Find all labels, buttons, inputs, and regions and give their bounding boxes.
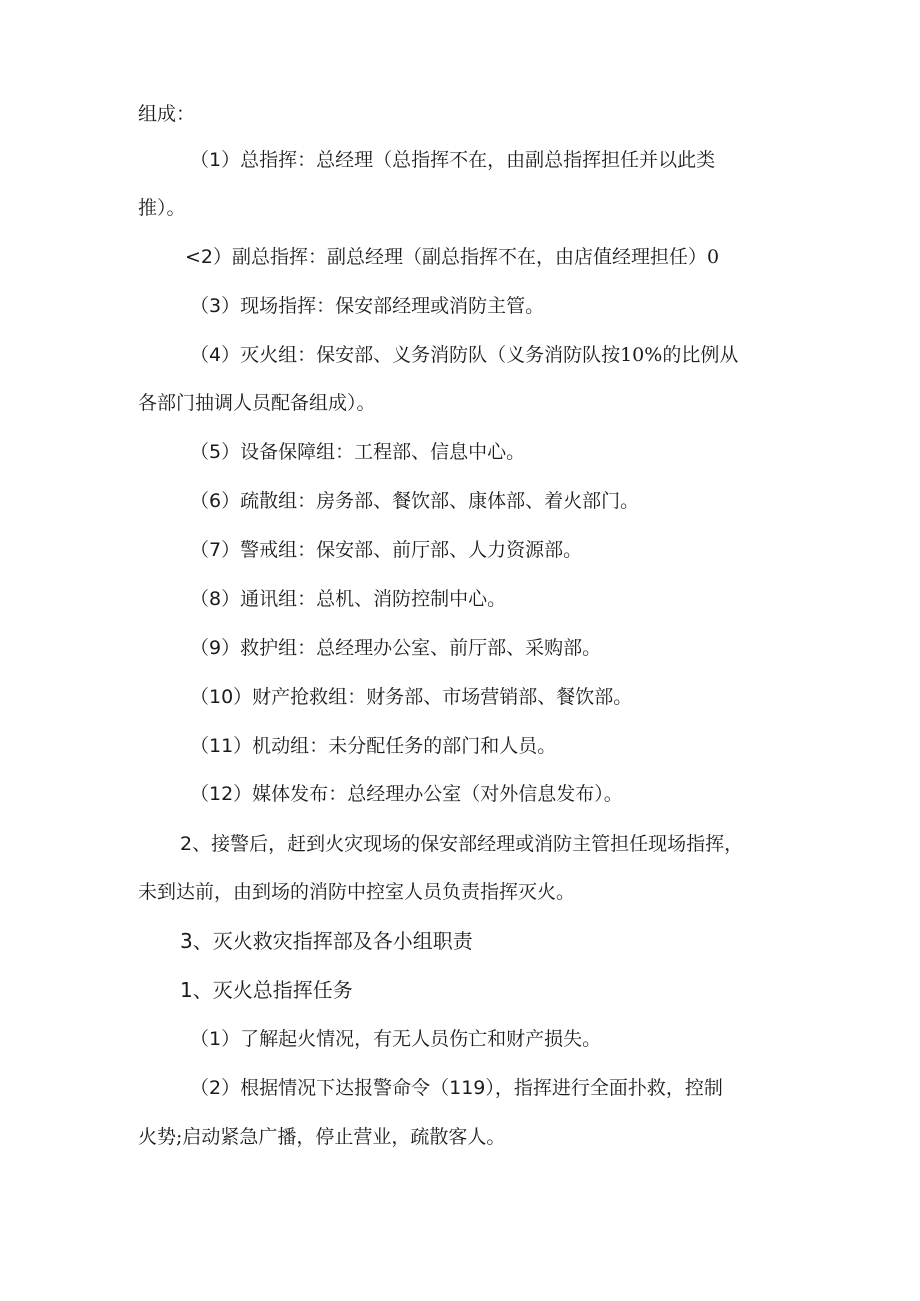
item-label: （7）警戒组 xyxy=(190,539,298,561)
list-item xyxy=(190,487,639,515)
item-text: ：总经理（总指挥不在，由副总指挥担任并以此类 xyxy=(297,149,716,171)
text-line xyxy=(138,878,575,906)
text-run: 各部门抽调人员配备组成）。 xyxy=(138,392,376,414)
item-label: （9）救护 xyxy=(190,637,279,659)
list-item xyxy=(190,585,506,613)
item-text: 通讯组：总机、消防控制中心。 xyxy=(240,588,507,610)
text-line xyxy=(138,1123,505,1151)
section-heading xyxy=(180,927,473,955)
text-run: 组成： xyxy=(138,103,196,125)
item-label: （1）总指挥 xyxy=(190,149,298,171)
item-label: （8） xyxy=(190,588,241,610)
item-text: ：保安部、前厅部、人力资源部。 xyxy=(297,539,583,561)
list-item xyxy=(190,341,738,369)
list-item xyxy=(190,1025,601,1053)
paragraph-line xyxy=(180,830,743,858)
item-text: 根据情况下达报警命令 xyxy=(240,1077,431,1099)
item-text: ：工程部、信息中心。 xyxy=(335,441,526,463)
list-item xyxy=(190,292,544,320)
item-label: （5）设备保障组 xyxy=(190,441,336,463)
item-text: 组：总经理办公室、前厅部、采购部。 xyxy=(278,637,602,659)
text-run: 推）。 xyxy=(138,197,186,219)
item-text: 了解起火情况，有无人员伤亡和财产损失。 xyxy=(240,1028,602,1050)
item-text: ：未分配任务的部门和人员。 xyxy=(309,735,557,757)
item-label: <2）副总指挥 xyxy=(185,246,309,268)
list-item xyxy=(190,536,582,564)
text-line xyxy=(138,194,186,222)
list-item xyxy=(190,1074,723,1102)
list-item xyxy=(190,732,556,760)
item-label: （10）财产抢救 xyxy=(190,686,329,708)
item-text: ：保安部经理或消防主管。 xyxy=(316,295,545,317)
heading-text: 1、灭火总指挥任务 xyxy=(180,978,353,1002)
subsection-heading xyxy=(180,976,353,1004)
item-text: 组：房务部、餐饮部、康体部、着火部门。 xyxy=(278,490,640,512)
item-text: ：保安部、义务消防队（义务消防队按10%的比例从 xyxy=(297,344,739,366)
item-label: （12）媒体发布 xyxy=(190,783,329,805)
text-run: 未到达前，由到场的消防中控室人员负责指挥灭火。 xyxy=(138,881,576,903)
list-item xyxy=(185,243,719,271)
text-run: 火势;启动紧急广播，停止营业，疏散客人。 xyxy=(138,1126,506,1148)
item-text: 接警后，赶到火灾现场的保安部经理或消防主管担任现场指挥， xyxy=(211,833,744,855)
text-line xyxy=(138,100,195,128)
heading-text: 3、灭火救灾指挥部及各小组职责 xyxy=(180,929,473,953)
item-label: （11）机动组 xyxy=(190,735,310,757)
item-label: （4）灭火组 xyxy=(190,344,298,366)
item-label: 2、 xyxy=(180,833,212,855)
list-item xyxy=(190,438,525,466)
text-line xyxy=(138,389,376,417)
list-item xyxy=(190,146,715,174)
item-label: （6）疏散 xyxy=(190,490,279,512)
item-label: （3）现场指挥 xyxy=(190,295,317,317)
item-text: ：副总经理（副总指挥不在，由店值经理担任）0 xyxy=(308,246,720,268)
list-item xyxy=(190,634,601,662)
list-item xyxy=(190,683,632,711)
item-text: 组：财务部、市场营销部、餐饮部。 xyxy=(328,686,633,708)
item-label: （1） xyxy=(190,1028,241,1050)
item-label: （119） xyxy=(430,1077,495,1099)
item-text: ：总经理办公室（对外信息发布）。 xyxy=(328,783,623,805)
item-text: ，指挥进行全面扑救，控制 xyxy=(494,1077,723,1099)
item-label: （2） xyxy=(190,1077,241,1099)
list-item xyxy=(190,780,623,808)
